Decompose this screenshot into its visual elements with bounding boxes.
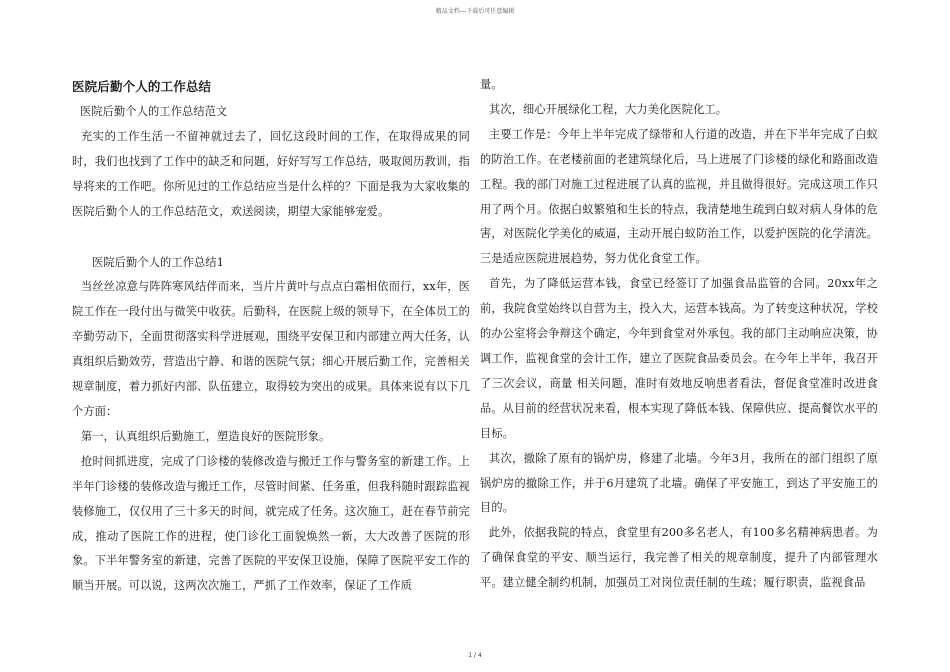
paragraph: 此外，依据我院的特点，食堂里有200多名老人，有100多名精神病患者。为了确保食堂的平安、顺当运行，我完善了相关的规章制度，提升了内部管理水平。建立健全制约机制，加强员工对岗位责任制的生疏；履行职责，监视食品 (480, 526, 878, 590)
paragraph: 其次，撤除了原有的锅炉房，修建了北墙。今年3月，我所在的部门组织了原锅炉房的撤除工作，并于6月建筑了北墙。确保了平安施工，到达了平安施工的目的。 (480, 451, 878, 515)
paragraph: 其次，细心开展绿化工程，大力美化医院化工。 (489, 102, 728, 116)
intro-paragraph: 充实的工作生活一不留神就过去了，回忆这段时间的工作，在取得成果的同时，我们也找到了工作中的缺乏和问题，好好写写工作总结，吸取阅历教训，指导将来的工作吧。你所见过的工作总结应当是什么样的？下面是我为大家收集的医院后勤个人的工作总结范文，欢送阅读，期望大家能够宠爱。 (72, 129, 470, 218)
document-title: 医院后勤个人的工作总结 (72, 79, 212, 94)
paragraph: 主要工作是：今年上半年完成了绿带和人行道的改造，并在下半年完成了白蚁的防治工作。在老楼前面的老建筑绿化后，马上进展了门诊楼的绿化和路面改造工程。我的部门对施工过程进展了认真的监视，并且做得很好。完成这项工作只用了两个月。依据白蚁繁殖和生长的特点，我清楚地生疏到白蚁对病人身体的危害，对医院化学美化的威逼，主动开展白蚁防治工作，以爱护医院的化学清洗。三是适应医院进展趋势，努力优化食堂工作。 (480, 127, 878, 266)
blank-line (72, 225, 470, 251)
page-number: 1 / 4 (468, 652, 482, 659)
left-column (72, 72, 470, 599)
page-header: 精品文档---下载后可任意编辑 (435, 8, 515, 15)
paragraph: 抢时间抓进度，完成了门诊楼的装修改造与搬迁工作与警务室的新建工作。上半年门诊楼的装修改造与搬迁工作，尽管时间紧、任务重，但我科随时跟踪监视装修施工，仅仅用了三十多天的时间，就完成了任务。这次施工，赶在春节前完成，推动了医院工作的进程，使门诊化工面貌焕然一新，大大改善了医院的形象。下半年警务室的新建，完善了医院的平安保卫设施，保障了医院平安工作的顺当开展。可以说，这两次次施工，严抓了工作效率，保证了工作质 (72, 454, 470, 593)
paragraph: 首先，为了降低运营本钱，食堂已经签订了加强食品监管的合同。20xx年之前，我院食堂始终以自营为主，投入大，运营本钱高。为了转变这种状况，学校的办公室将会争辩这个确定，今年到食堂对外承包。我的部门主动响应决策，协调工作，监视食堂的会计工作，建立了医院食品委员会。在今年上半年，我召开了三次会议，商量 相关问题，准时有效地反响患者看法，督促食堂准时改进食品。从目前的经营状况来看，根本实现了降低本钱、保障供应、提高餐饮水平的目标。 (480, 277, 878, 440)
section-heading: 医院后勤个人的工作总结1 (92, 255, 224, 269)
paragraph: 量。 (480, 78, 503, 91)
right-column (480, 73, 878, 596)
document-subtitle: 医院后勤个人的工作总结范文 (80, 105, 228, 118)
paragraph: 当丝丝凉意与阵阵寒风结伴而来，当片片黄叶与点点白霜相依而行，xx年，医院工作在一段付出与微笑中收获。后勤科，在医院上级的领导下，在全体员工的辛勤劳动下，全面贯彻落实科学进展观，围绕平安保卫和内部建立两大任务，认真组织后勤效劳，营造出宁静、和谐的医院气氛；细心开展后勤工作，完善相关规章制度，着力抓好内部、队伍建立，取得较为突出的成果。具体来说有以下几个方面： (72, 280, 470, 418)
paragraph: 第一，认真组织后勤施工，塑造良好的医院形象。 (81, 429, 331, 443)
